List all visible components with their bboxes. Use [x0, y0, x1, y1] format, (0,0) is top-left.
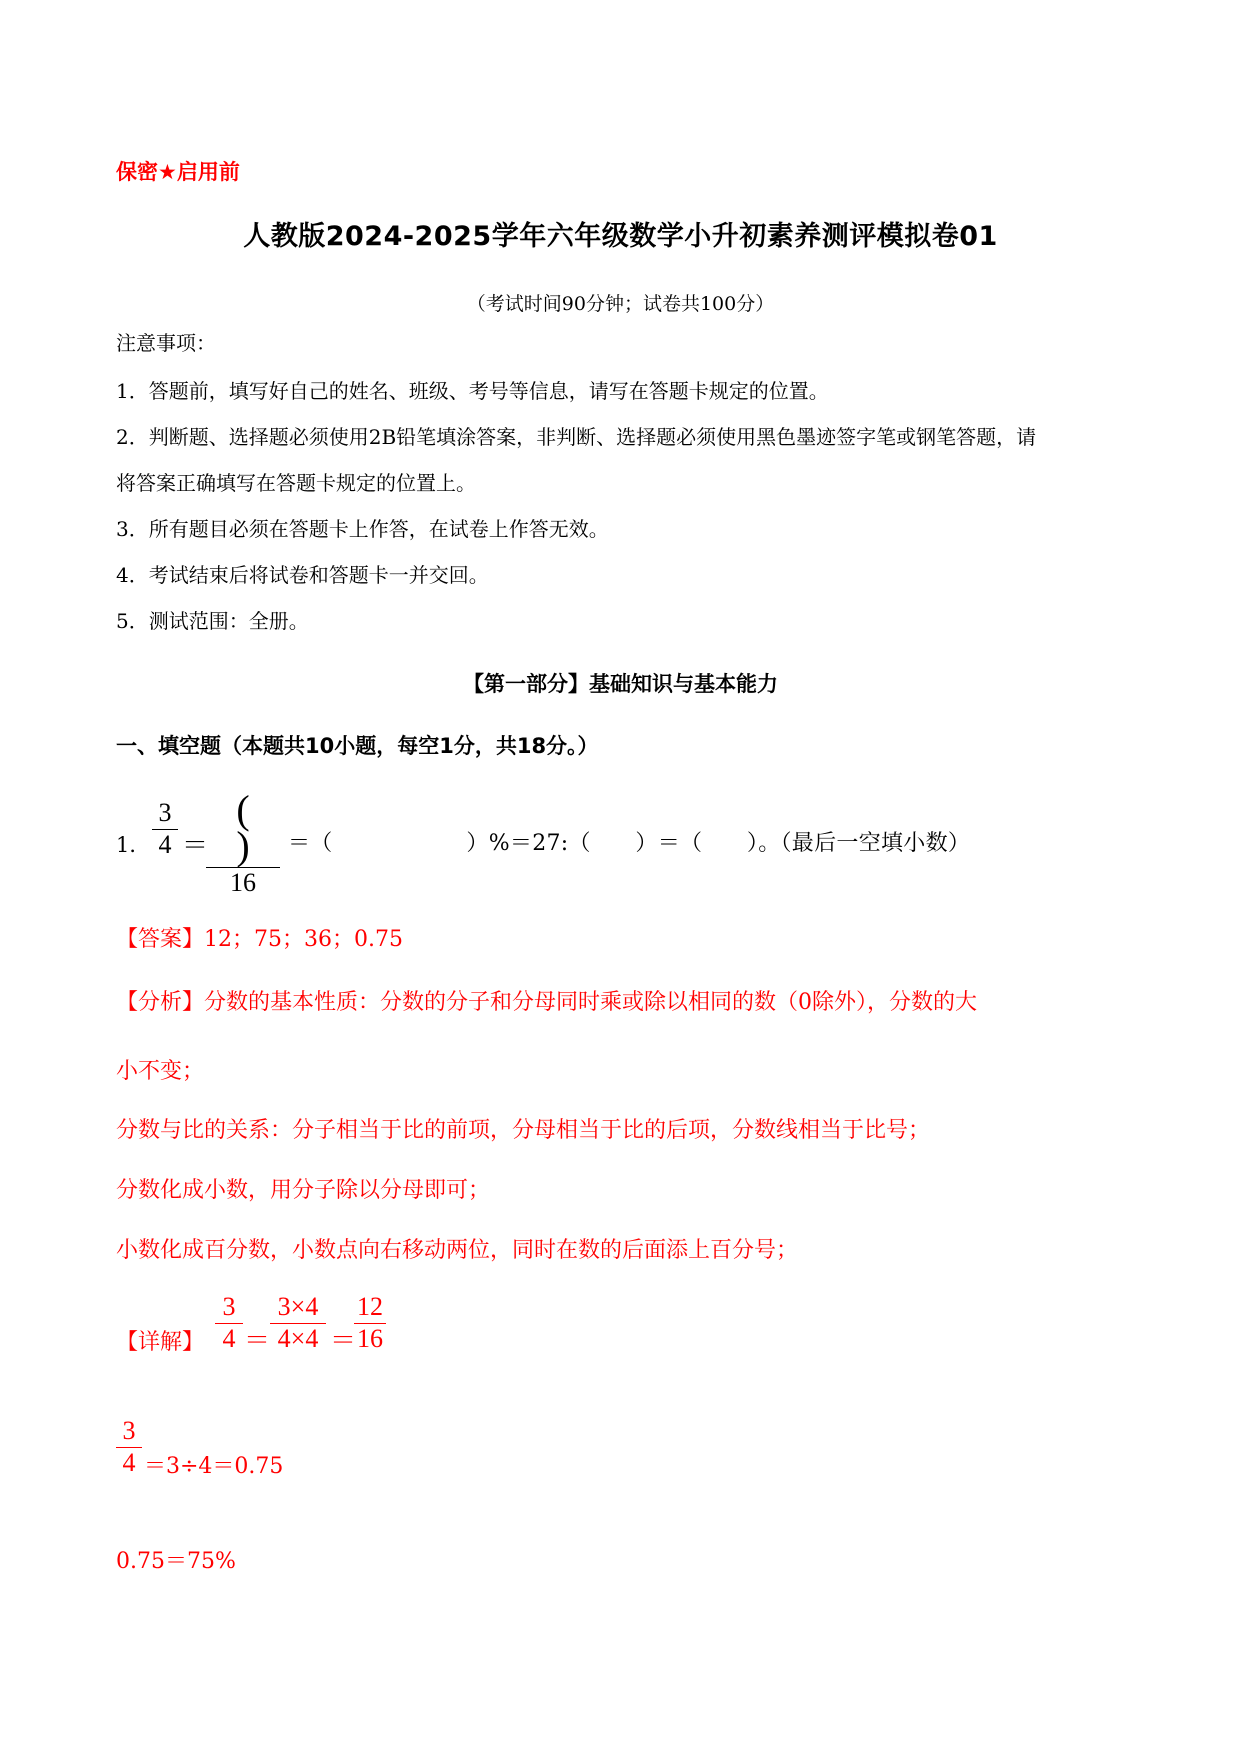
detail-f1-numerator: 3	[222, 1292, 236, 1321]
detail-line2-numerator: 3	[122, 1416, 136, 1445]
analysis-line-3: 分数与比的关系：分子相当于比的前项，分母相当于比的后项，分数线相当于比号；	[116, 1118, 931, 1143]
notice-item-1: 1．答题前，填写好自己的姓名、班级、考号等信息，请写在答题卡规定的位置。	[116, 379, 829, 403]
detail-label: 【详解】	[116, 1330, 205, 1355]
notice-heading: 注意事项：	[116, 331, 216, 355]
equals-sign: ＝	[182, 831, 209, 860]
notice-item-3: 3．所有题目必须在答题卡上作答，在试卷上作答无效。	[116, 517, 609, 541]
detail-fraction-3x4-4x4	[270, 1294, 326, 1352]
question-number: 1．	[116, 833, 151, 857]
notice-item-5: 5．测试范围：全册。	[116, 609, 309, 633]
detail-f2-numerator: 3×4	[277, 1292, 319, 1321]
q1-fraction-3-4	[152, 800, 178, 858]
analysis-line-4: 分数化成小数，用分子除以分母即可；	[116, 1178, 491, 1203]
detail-f1-denominator: 4	[222, 1324, 236, 1353]
detail-line2-text: ＝3÷4＝0.75	[144, 1454, 284, 1479]
equals-sign: ＝	[244, 1326, 271, 1355]
notice-item-4: 4．考试结束后将试卷和答题卡一并交回。	[116, 563, 489, 587]
q1-frac2-denominator: 16	[230, 868, 256, 897]
confidential-label: 保密★启用前	[116, 160, 240, 184]
analysis-label: 【分析】	[116, 990, 205, 1015]
detail-f2-denominator: 4×4	[277, 1324, 319, 1353]
detail-line2-fraction	[116, 1418, 142, 1476]
detail-line2-denominator: 4	[122, 1448, 136, 1477]
detail-fraction-3-4	[215, 1294, 243, 1352]
answer-label: 【答案】	[116, 927, 205, 952]
equals-sign: ＝	[330, 1326, 357, 1355]
answer-text: 12；75；36；0.75	[204, 927, 403, 952]
exam-title: 人教版2024-2025学年六年级数学小升初素养测评模拟卷01	[243, 221, 998, 252]
answer-line	[116, 922, 403, 953]
detail-f3-numerator: 12	[357, 1292, 383, 1321]
analysis-line-1	[116, 985, 977, 1016]
analysis-line-2: 小不变；	[116, 1059, 205, 1084]
analysis-line-5: 小数化成百分数，小数点向右移动两位，同时在数的后面添上百分号；	[116, 1238, 799, 1263]
section-title: 一、填空题（本题共10小题，每空1分，共18分。）	[116, 734, 599, 758]
exam-subtitle: （考试时间90分钟；试卷共100分）	[466, 293, 775, 315]
detail-f3-denominator: 16	[357, 1324, 383, 1353]
detail-fraction-12-16	[354, 1294, 386, 1352]
q1-frac1-numerator: 3	[158, 798, 172, 827]
q1-blank-numerator: ( )	[236, 787, 276, 868]
question1-tail: ＝（ ）%＝27:（ ）＝（ ）。（最后一空填小数）	[288, 831, 971, 856]
q1-frac1-denominator: 4	[158, 830, 172, 859]
analysis-text-1: 分数的基本性质：分数的分子和分母同时乘或除以相同的数（0除外），分数的大	[204, 990, 978, 1015]
detail-line3-text: 0.75＝75%	[116, 1549, 236, 1574]
part-title: 【第一部分】基础知识与基本能力	[463, 672, 778, 696]
notice-item-2-cont: 将答案正确填写在答题卡规定的位置上。	[116, 471, 476, 495]
q1-fraction-blank-16	[206, 787, 280, 897]
notice-item-2: 2．判断题、选择题必须使用2B铅笔填涂答案，非判断、选择题必须使用黑色墨迹签字笔或钢笔答题，请	[116, 425, 1037, 449]
